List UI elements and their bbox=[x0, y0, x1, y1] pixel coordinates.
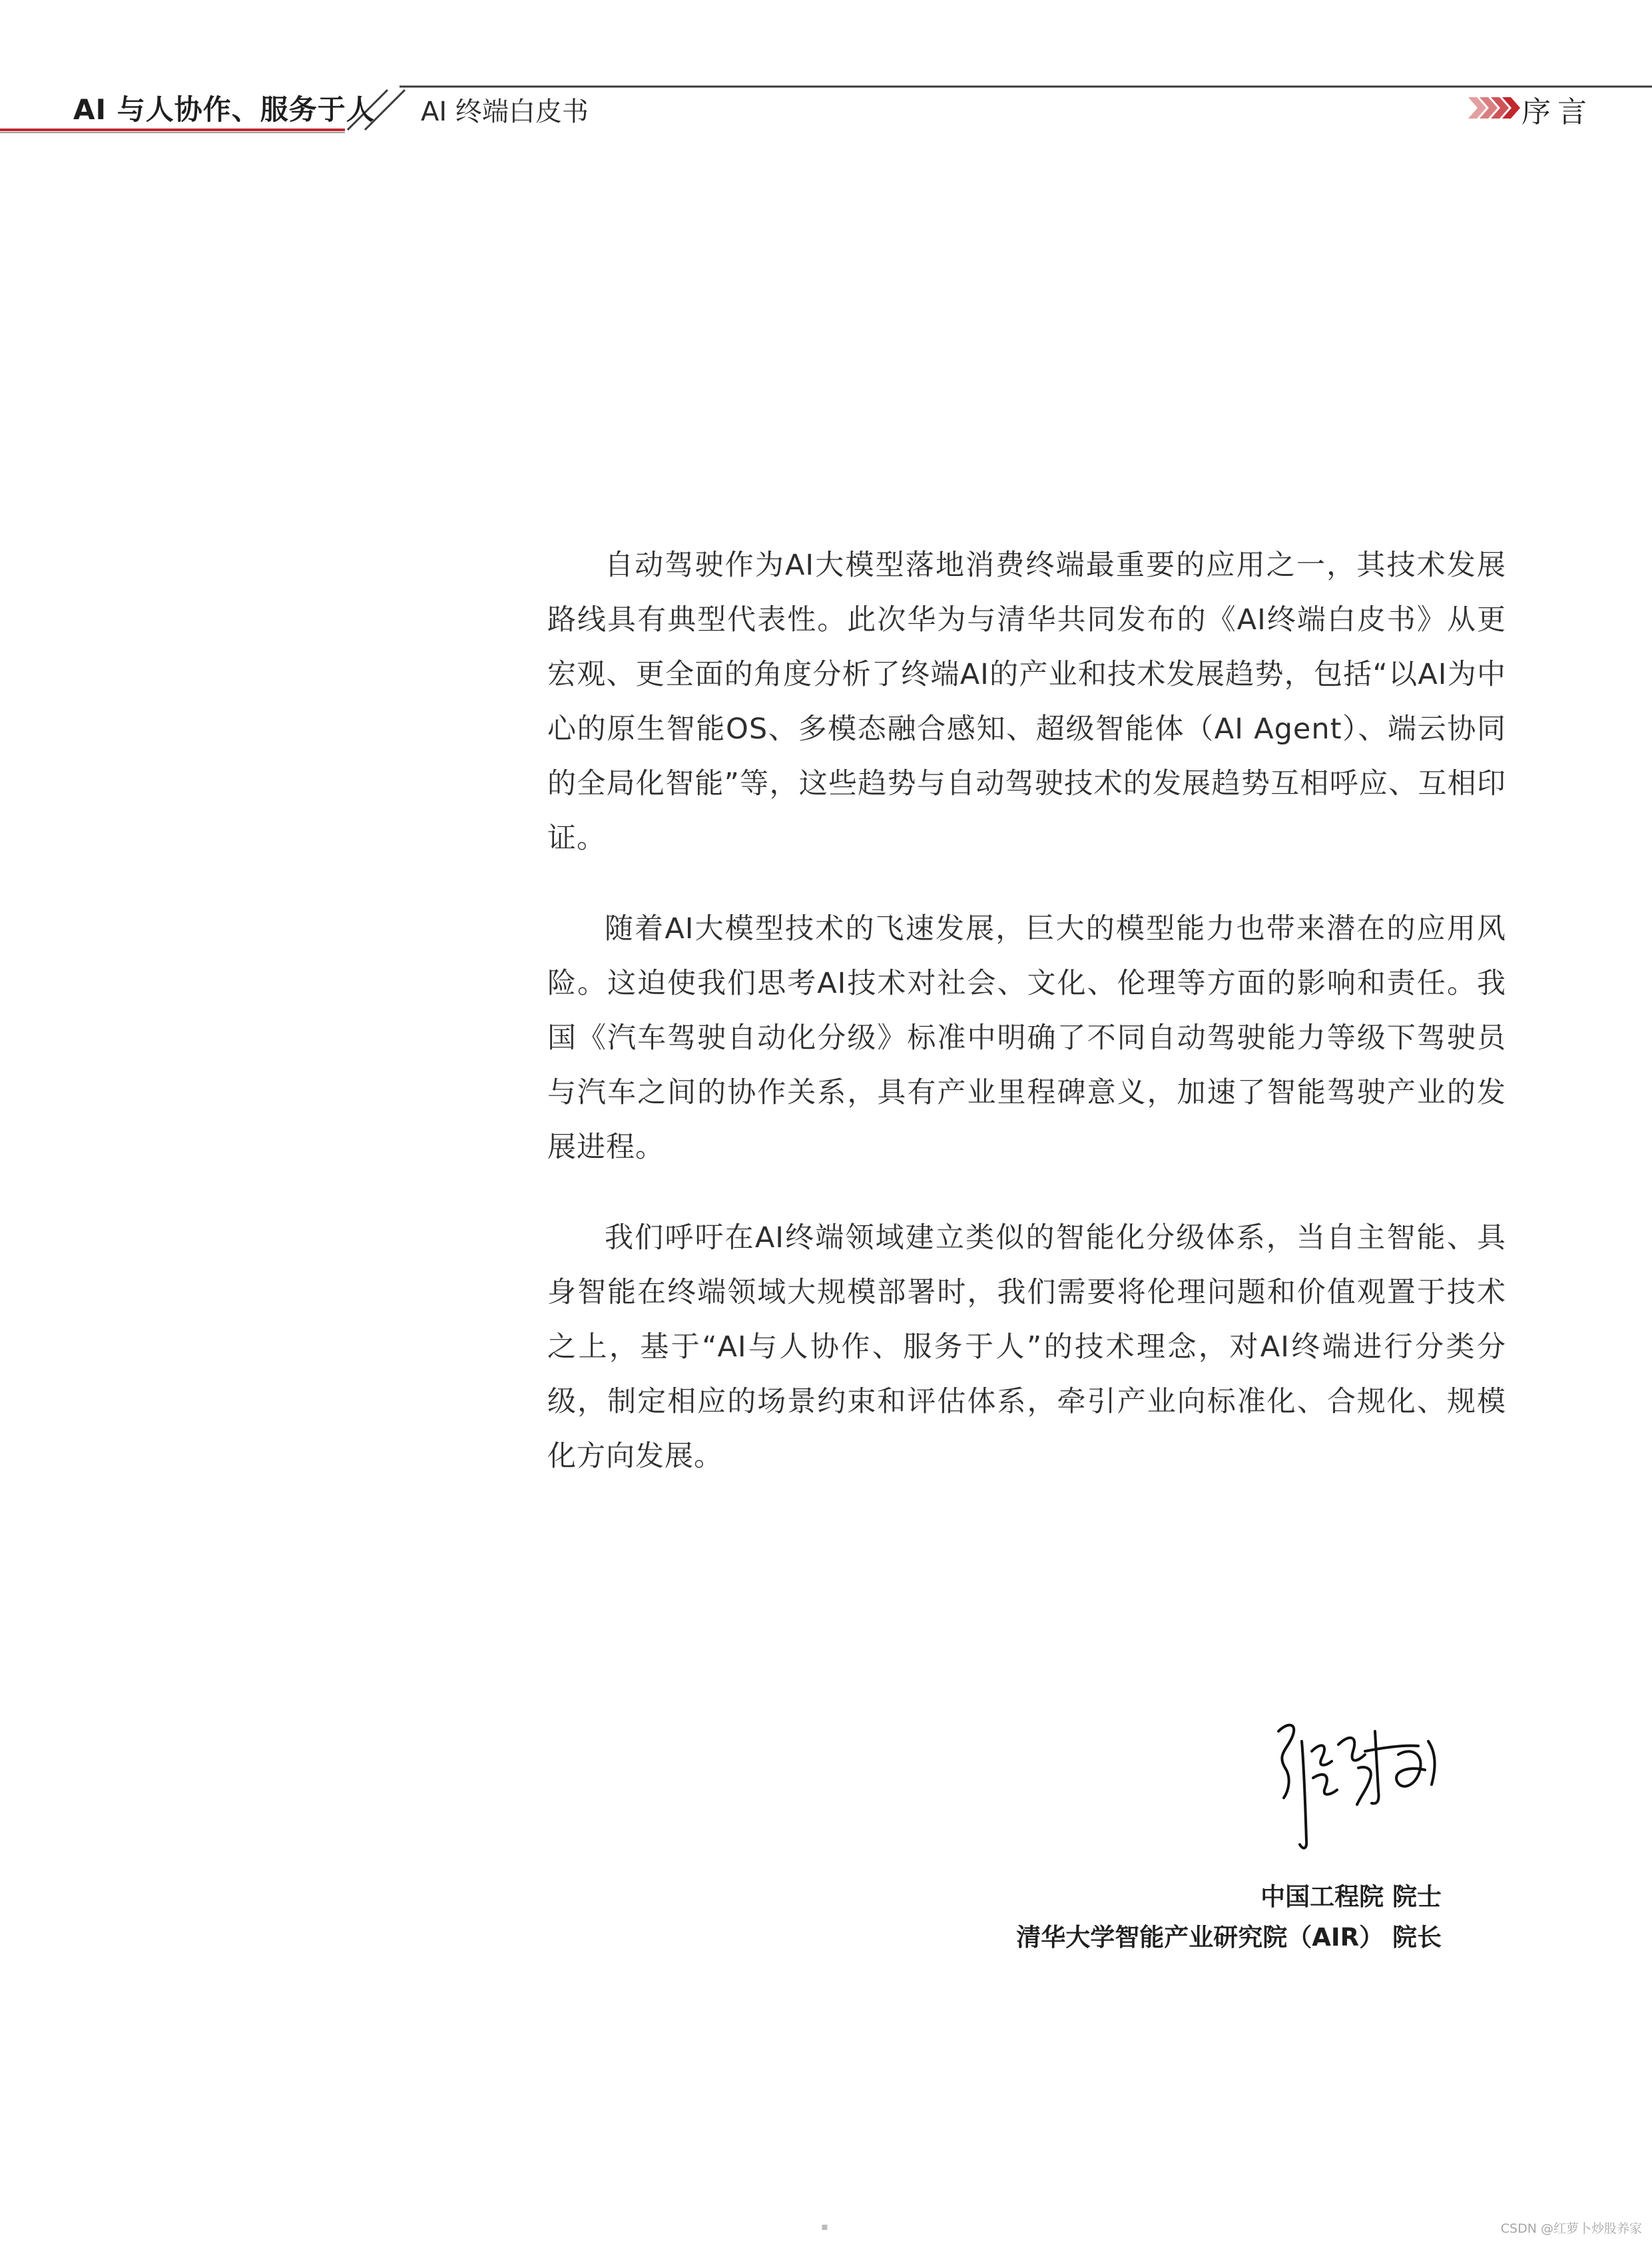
page-marker: ▪ bbox=[821, 2220, 828, 2233]
header-slogan: AI 与人协作、服务于人 bbox=[73, 93, 375, 126]
paragraph-2: 随着AI大模型技术的飞速发展，巨大的模型能力也带来潜在的应用风险。这迫使我们思考AI技术对社会、文化、伦理等方面的影响和责任。我国《汽车驾驶自动化分级》标准中明确了不同自动驾驶能力等级下驾驶员与汽车之间的协作关系，具有产业里程碑意义，加速了智能驾驶产业的发展进程。 bbox=[547, 912, 1506, 1164]
signature-title-1: 中国工程院 院士 bbox=[1260, 1882, 1442, 1911]
handwritten-signature bbox=[1265, 1705, 1452, 1858]
chevrons-icon bbox=[1468, 97, 1520, 119]
csdn-watermark: CSDN @红萝卜炒股养家 bbox=[1500, 2221, 1642, 2236]
paragraph-3: 我们呼吁在AI终端领域建立类似的智能化分级体系，当自主智能、具身智能在终端领域大规模部署时，我们需要将伦理问题和价值观置于技术之上，基于“AI与人协作、服务于人”的技术理念，对AI终端进行分类分级，制定相应的场景约束和评估体系，牵引产业向标准化、合规化、规模化方向发展。 bbox=[547, 1221, 1506, 1473]
page-header bbox=[0, 0, 1652, 140]
paragraph-1: 自动驾驶作为AI大模型落地消费终端最重要的应用之一，其技术发展路线具有典型代表性。此次华为与清华共同发布的《AI终端白皮书》从更宏观、更全面的角度分析了终端AI的产业和技术发展趋势，包括“以AI为中心的原生智能OS、多模态融合感知、超级智能体（AI Agent）、端云协同的全局化智能”等，这些趋势与自动驾驶技术的发展趋势互相呼应、互相印证。 bbox=[547, 549, 1506, 855]
signature-title-2: 清华大学智能产业研究院（AIR） 院长 bbox=[1016, 1923, 1442, 1952]
preface-body bbox=[547, 538, 1506, 1520]
header-section-title: 序言 bbox=[1521, 95, 1593, 129]
header-doc-title: AI 终端白皮书 bbox=[421, 97, 589, 127]
